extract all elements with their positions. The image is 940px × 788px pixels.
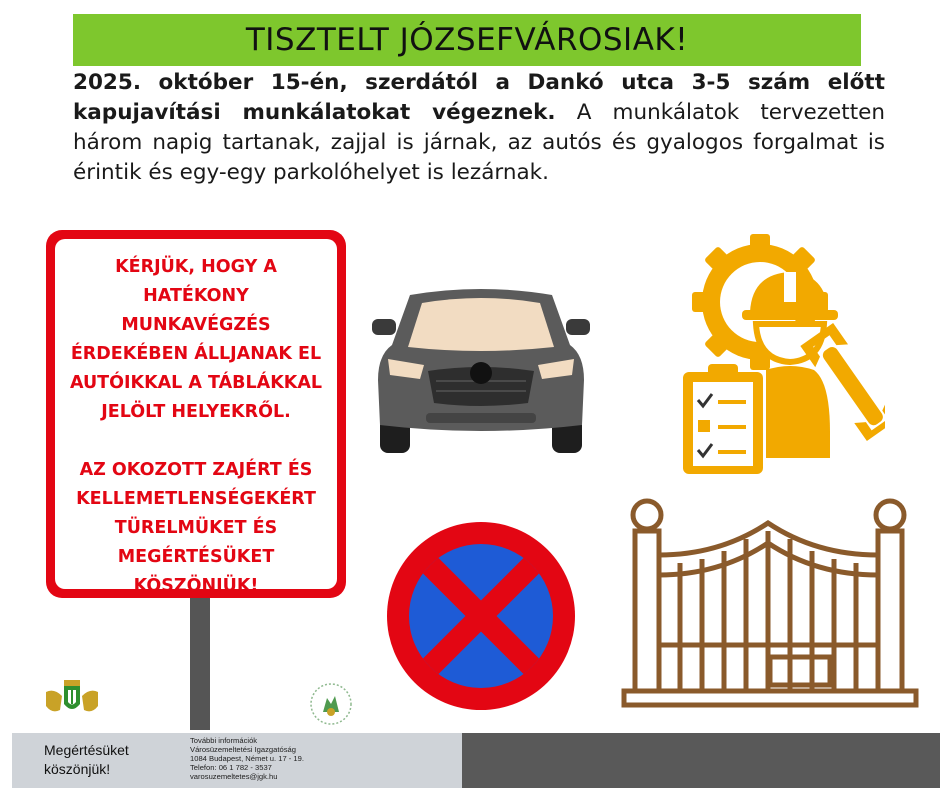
intro-paragraph: [73, 68, 885, 188]
sign-line: ÉRDEKÉBEN ÁLLJANAK EL: [70, 344, 322, 364]
footer-thanks: Megértésüket köszönjük!: [44, 742, 129, 777]
construction-worker-gear-icon: [680, 232, 885, 477]
sign-line: MEGÉRTÉSÜKET: [117, 547, 275, 567]
footer-dark-panel: [462, 733, 940, 788]
sign-post: [190, 590, 210, 730]
title-banner: [73, 14, 861, 66]
intro-bold-text: 2025. október 15-én, szerdától a Dankó utca 3-5 szám előtt kapujavítási munkálatokat végeznek.: [73, 70, 885, 125]
no-stopping-sign-icon: [385, 520, 577, 712]
sign-line: HATÉKONY: [143, 286, 249, 306]
car-front-icon: [370, 285, 592, 460]
contact-email[interactable]: varosuzemeltetes@jgk.hu: [190, 772, 278, 781]
sign-line: TÜRELMÜKET ÉS: [114, 518, 278, 538]
footer-contact: [190, 736, 304, 781]
iron-gate-icon: [620, 495, 920, 710]
sign-line: MUNKAVÉGZÉS: [121, 315, 271, 335]
notice-sign-text: [55, 239, 337, 596]
sign-line: AUTÓIKKAL A TÁBLÁKKAL: [69, 373, 323, 393]
district-coat-of-arms-logo: [42, 680, 102, 720]
contact-line: 1084 Budapest, Német u. 17 - 19.: [190, 754, 304, 763]
intro-text: A munkálatok tervezetten három napig tartanak, zajjal is járnak, az autós és gyalogos forgalmat is érintik és egy-egy parkolóhelyet is lezárnak.: [73, 100, 886, 185]
contact-line: Városüzemeltetési Igazgatóság: [190, 745, 296, 754]
contact-heading: További információk: [190, 736, 258, 745]
sign-line: KÉRJÜK, HOGY A: [115, 257, 277, 277]
footer-info-panel: [12, 733, 462, 788]
contact-line: Telefon: 06 1 782 - 3537: [190, 763, 272, 772]
page-title: TISZTELT JÓZSEFVÁROSIAK!: [245, 22, 689, 58]
footer: [12, 733, 940, 788]
sign-line: JELÖLT HELYEKRŐL.: [101, 402, 291, 422]
sign-line: KELLEMETLENSÉGEKÉRT: [76, 489, 316, 509]
notice-sign: [46, 230, 346, 598]
sign-line: AZ OKOZOTT ZAJÉRT ÉS: [79, 460, 313, 480]
jgk-round-logo: [305, 682, 357, 726]
sign-line: KÖSZÖNJÜK!: [133, 576, 259, 596]
